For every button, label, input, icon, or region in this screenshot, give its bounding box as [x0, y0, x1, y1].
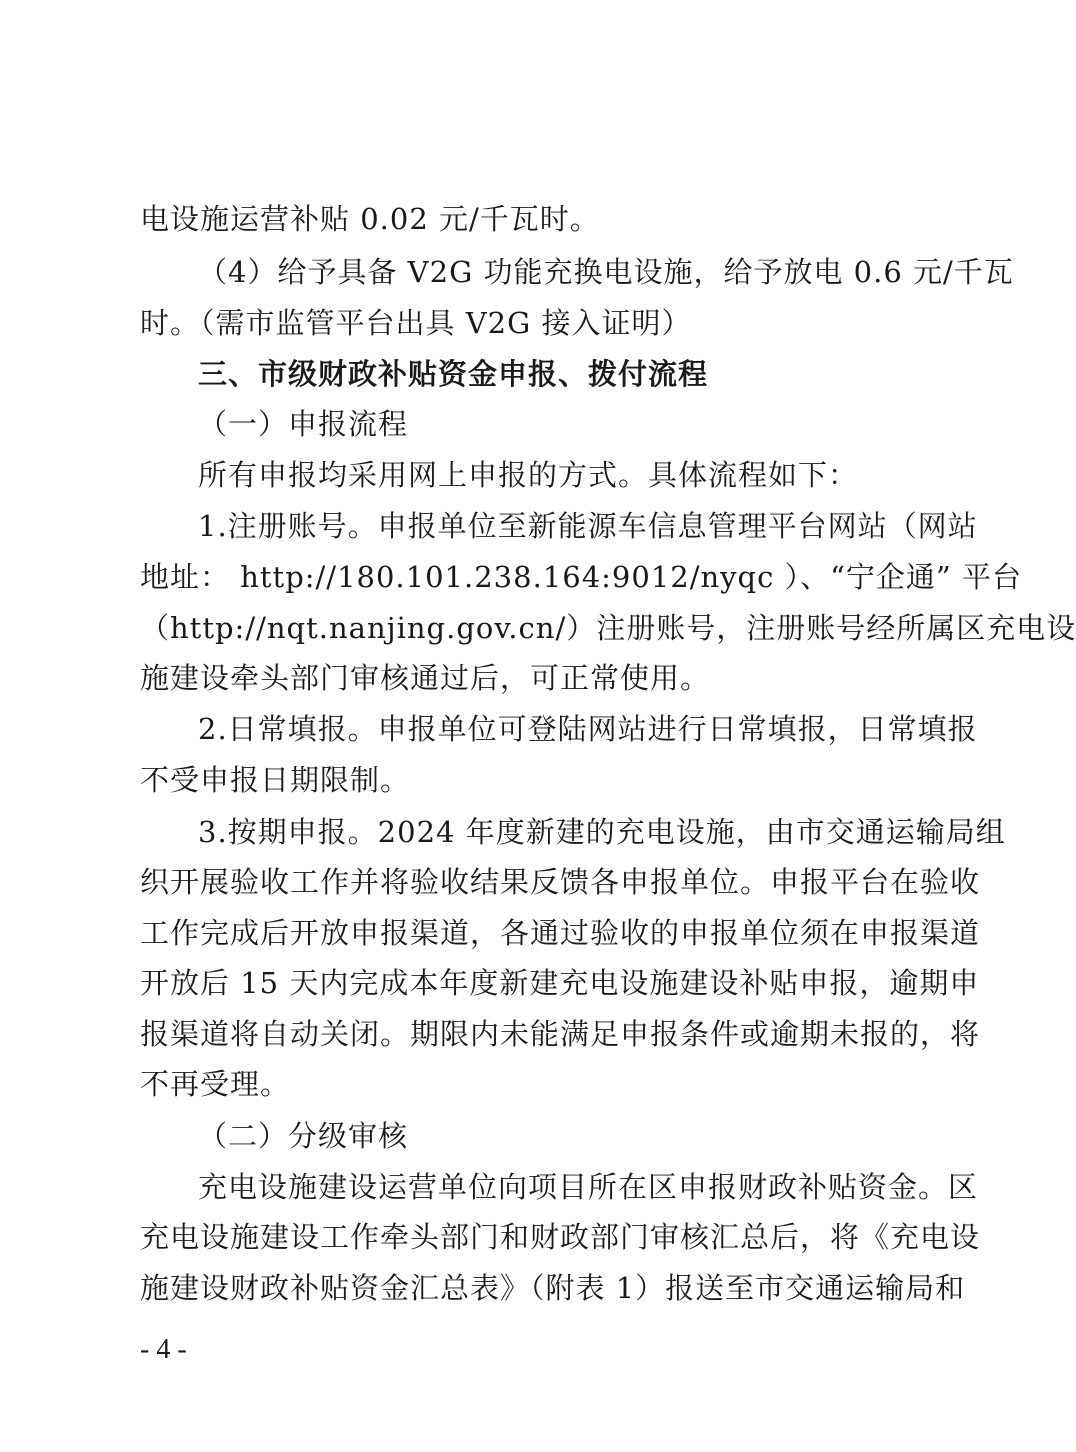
subsection-heading: （二）分级审核 [198, 1119, 409, 1153]
paragraph-line: 施建设财政补贴资金汇总表》（附表 1）报送至市交通运输局和 [140, 1271, 966, 1305]
section-heading: 三、市级财政补贴资金申报、拨付流程 [198, 357, 709, 391]
paragraph-line: 1.注册账号。申报单位至新能源车信息管理平台网站（网站 [198, 509, 978, 543]
paragraph-line: 电设施运营补贴 0.02 元/千瓦时。 [140, 202, 600, 236]
subsection-heading: （一）申报流程 [198, 407, 409, 441]
paragraph-line: 开放后 15 天内完成本年度新建充电设施建设补贴申报，逾期申 [140, 966, 980, 1000]
paragraph-line: 不受申报日期限制。 [140, 763, 411, 797]
paragraph-line: 2.日常填报。申报单位可登陆网站进行日常填报，日常填报 [198, 712, 978, 746]
paragraph-line: 充电设施建设工作牵头部门和财政部门审核汇总后，将《充电设 [140, 1220, 981, 1254]
paragraph-line: 不再受理。 [140, 1067, 291, 1101]
paragraph-line: 充电设施建设运营单位向项目所在区申报财政补贴资金。区 [198, 1170, 979, 1204]
paragraph-line: 3.按期申报。2024 年度新建的充电设施，由市交通运输局组 [198, 815, 1006, 849]
paragraph-line: 织开展验收工作并将验收结果反馈各申报单位。申报平台在验收 [140, 865, 981, 899]
paragraph-line: 施建设牵头部门审核通过后，可正常使用。 [140, 661, 711, 695]
paragraph-line: 地址： http://180.101.238.164:9012/nyqc ）、“宁企通” 平台 [140, 560, 1022, 594]
paragraph-line: （4）给予具备 V2G 功能充换电设施，给予放电 0.6 元/千瓦 [198, 255, 1014, 289]
paragraph-line: 时。（需市监管平台出具 V2G 接入证明） [140, 306, 692, 340]
page-number: - 4 - [140, 1334, 187, 1365]
paragraph-line: 所有申报均采用网上申报的方式。具体流程如下： [198, 458, 859, 492]
paragraph-line: （http://nqt.nanjing.gov.cn/）注册账号，注册账号经所属区充电设 [140, 611, 1076, 645]
paragraph-line: 工作完成后开放申报渠道，各通过验收的申报单位须在申报渠道 [140, 916, 981, 950]
paragraph-line: 报渠道将自动关闭。期限内未能满足申报条件或逾期未报的，将 [140, 1017, 981, 1051]
